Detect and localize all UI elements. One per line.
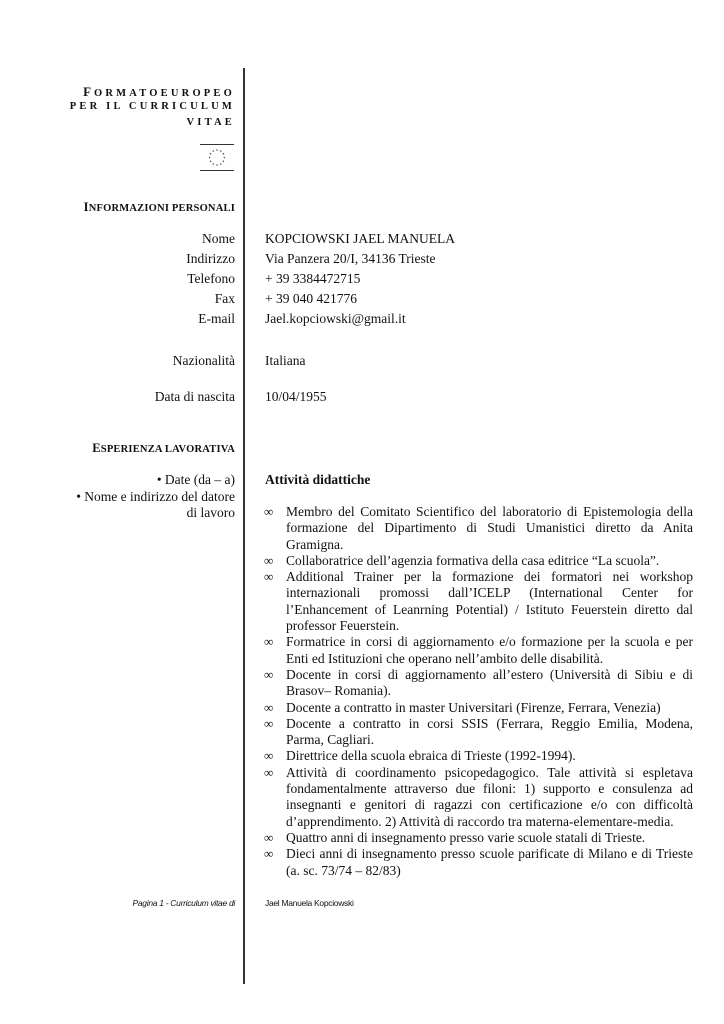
list-item: ∞ Dieci anni di insegnamento presso scuole parificate di Milano e di Trieste (a. sc. 73/74 – 82/83): [264, 846, 693, 878]
label-employer-cont: di lavoro: [186, 505, 235, 520]
label-telefono: Telefono: [187, 271, 235, 286]
label-indirizzo: Indirizzo: [186, 251, 235, 266]
list-item: ∞ Quattro anni di insegnamento presso varie scuole statali di Trieste.: [264, 829, 646, 845]
footer-page-label: Pagina 1 - Curriculum vitae di: [132, 898, 235, 908]
list-item: ∞ Docente in corsi di aggiornamento all’estero (Università di Sibiu e di Brasov– Romania).: [264, 666, 693, 699]
list-item: ∞ Membro del Comitato Scientifico del laboratorio di Epistemologia della formazione del Dipartimento di Studi Umanistici diretto da Anita Gramigna.: [264, 504, 693, 552]
value-email: Jael.kopciowski@gmail.it: [265, 311, 406, 326]
section-title-personal: INFORMAZIONI PERSONALI: [83, 200, 235, 214]
value-fax: + 39 040 421776: [265, 291, 357, 306]
infinity-bullet-icon: ∞: [264, 569, 274, 585]
infinity-bullet-icon: ∞: [264, 552, 274, 568]
experience-heading: Attività didattiche: [265, 472, 371, 487]
infinity-bullet-icon: ∞: [264, 764, 274, 780]
label-date: • Date (da – a): [156, 472, 235, 487]
infinity-bullet-icon: ∞: [264, 829, 274, 845]
footer-author: Jael Manuela Kopciowski: [265, 898, 354, 908]
header-line-1: FORMATOEUROPEO: [83, 84, 235, 99]
infinity-bullet-icon: ∞: [264, 504, 274, 519]
label-employer: • Nome e indirizzo del datore: [76, 489, 235, 504]
vertical-divider: [243, 68, 245, 984]
infinity-bullet-icon: ∞: [264, 748, 274, 764]
value-telefono: + 39 3384472715: [265, 271, 361, 286]
label-data-nascita: Data di nascita: [154, 389, 235, 404]
list-item: ∞ Additional Trainer per la formazione dei formatori nei workshop internazionali promossi dall’ICELP (International Center for l’Enhancement of Leanrning Potential) / Istituto Feuerstein diretto dal professor Feuerstein.: [264, 569, 693, 634]
eu-flag-icon: [200, 144, 234, 171]
value-indirizzo: Via Panzera 20/I, 34136 Trieste: [265, 251, 436, 266]
list-item: ∞ Direttrice della scuola ebraica di Trieste (1992-1994).: [264, 748, 576, 764]
value-nome: KOPCIOWSKI JAEL MANUELA: [265, 231, 455, 246]
experience-list: [264, 504, 693, 879]
section-title-experience: ESPERIENZA LAVORATIVA: [92, 441, 235, 455]
header-line-2: PER IL CURRICULUM: [69, 101, 235, 112]
header-line-3: VITAE: [186, 117, 235, 128]
value-nazionalita: Italiana: [265, 353, 306, 368]
infinity-bullet-icon: ∞: [264, 666, 274, 682]
list-item: ∞ Attività di coordinamento psicopedagogico. Tale attività si espletava fondamentalmente attraverso due filoni: 1) supporto e consulenza ad insegnanti e genitori di ragazzi con certificazione e/o con difficoltà d’apprendimento. 2) Attività di raccordo tra materna-elementare-media.: [264, 764, 693, 829]
list-item: ∞ Collaboratrice dell’agenzia formativa della casa editrice “La scuola”.: [264, 552, 660, 568]
label-fax: Fax: [214, 291, 235, 306]
label-nazionalita: Nazionalità: [172, 353, 235, 368]
value-data-nascita: 10/04/1955: [265, 389, 327, 404]
infinity-bullet-icon: ∞: [264, 715, 274, 731]
list-item: ∞ Formatrice in corsi di aggiornamento e/o formazione per la scuola e per Enti ed Istituzioni che operano nell’ambito delle disabilità.: [264, 634, 693, 666]
list-item: ∞ Docente a contratto in master Universitari (Firenze, Ferrara, Venezia): [264, 699, 661, 715]
list-item: ∞ Docente a contratto in corsi SSIS (Ferrara, Reggio Emilia, Modena, Parma, Cagliari.: [264, 715, 693, 748]
infinity-bullet-icon: ∞: [264, 634, 274, 650]
label-nome: Nome: [202, 231, 235, 246]
infinity-bullet-icon: ∞: [264, 699, 274, 715]
infinity-bullet-icon: ∞: [264, 846, 274, 862]
label-email: E-mail: [198, 311, 235, 326]
